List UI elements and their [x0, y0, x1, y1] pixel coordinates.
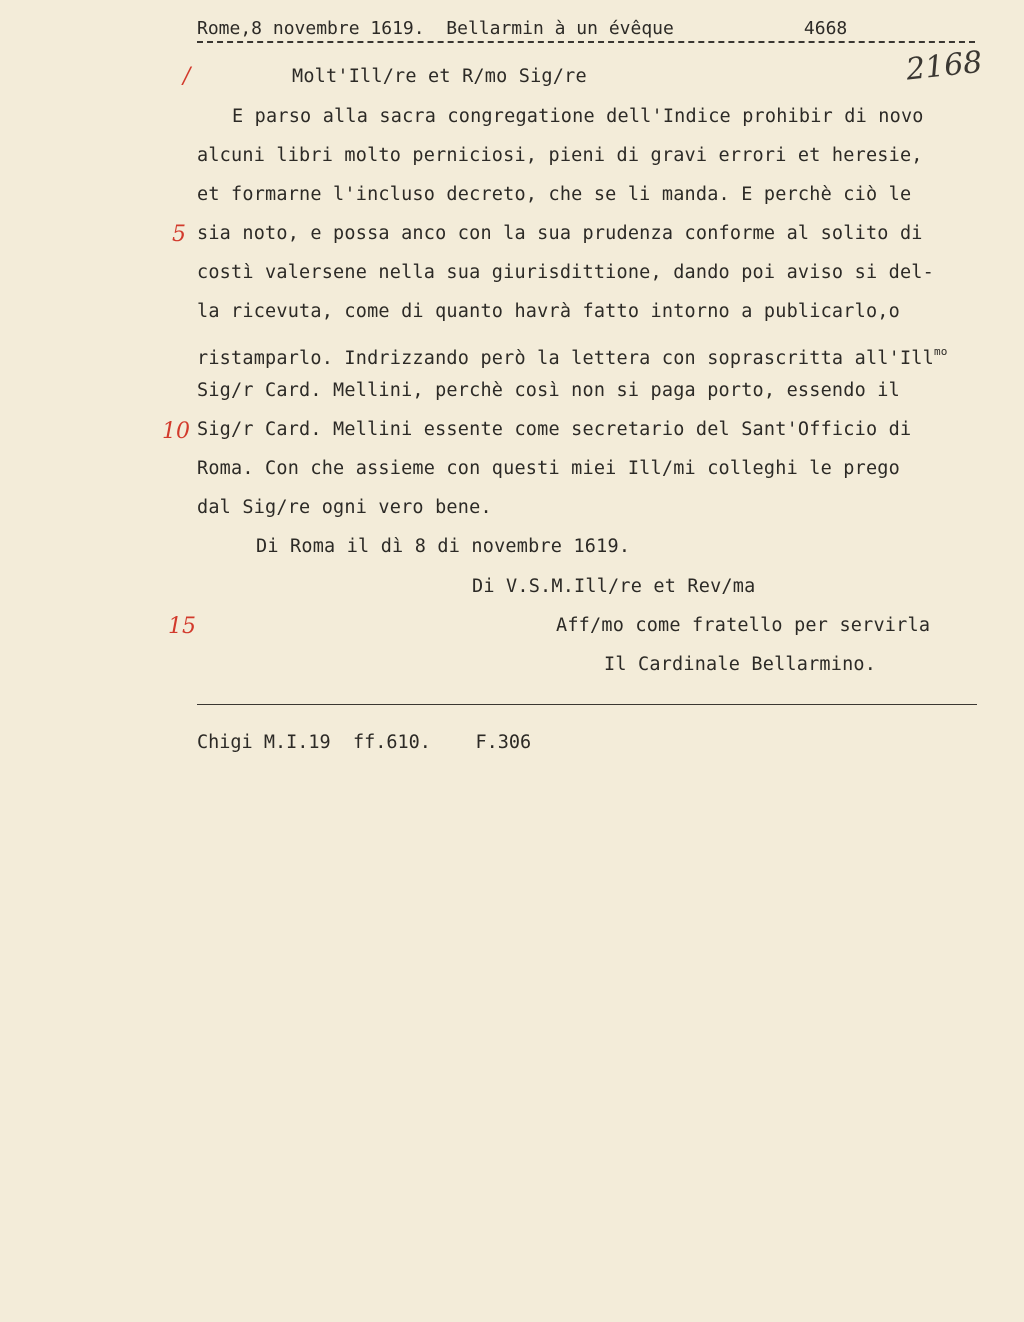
margin-number-10: 10 [162, 419, 190, 444]
archive-reference [197, 732, 531, 754]
footer-rule [197, 704, 977, 705]
margin-number-1: / [183, 64, 191, 89]
closing-line: Aff/mo come fratello per servirla [556, 615, 931, 636]
superscript: mo [933, 345, 948, 358]
body-line: alcuni libri molto perniciosi, pieni di gravi errori et heresie, [197, 145, 923, 166]
body-line: Roma. Con che assieme con questi miei Ill/mi colleghi le prego [197, 458, 900, 479]
body-line: sia noto, e possa anco con la sua prudenza conforme al solito di [197, 223, 923, 244]
body-line: la ricevuta, come di quanto havrà fatto intorno a publicarlo,o [197, 301, 900, 322]
header-subject: Bellarmin à un évêque [446, 18, 674, 39]
reference-archive: Chigi M.I.19 [197, 732, 331, 753]
reference-folios: ff.610. [352, 732, 431, 753]
header-number: 4668 [803, 18, 848, 39]
header [197, 18, 975, 40]
salutation: Molt'Ill/re et R/mo Sig/re [292, 66, 587, 87]
signature: Il Cardinale Bellarmino. [604, 654, 877, 675]
body-line: dal Sig/re ogni vero bene. [197, 497, 492, 518]
header-divider [197, 41, 975, 43]
body-line: Sig/r Card. Mellini essente come secretario del Sant'Officio di [197, 419, 912, 440]
body-line-with-superscript [197, 341, 948, 370]
body-line: Sig/r Card. Mellini, perchè così non si paga porto, essendo il [197, 380, 900, 401]
header-place-date: Rome,8 novembre 1619. [197, 18, 425, 39]
body-line: costì valersene nella sua giurisdittione, dando poi aviso si del- [197, 262, 934, 283]
body-line: ristamparlo. Indrizzando però la lettera con soprascritta all'Ill [197, 348, 934, 369]
margin-number-15: 15 [168, 614, 196, 639]
body-line: E parso alla sacra congregatione dell'Indice prohibir di novo [232, 106, 924, 127]
closing-line: Di V.S.M.Ill/re et Rev/ma [472, 576, 756, 597]
body-line: et formarne l'incluso decreto, che se li manda. E perchè ciò le [197, 184, 912, 205]
reference-file: F.306 [475, 732, 532, 753]
folio-note: 2168 [904, 44, 985, 88]
date-line: Di Roma il dì 8 di novembre 1619. [256, 536, 631, 557]
margin-number-5: 5 [172, 222, 186, 247]
